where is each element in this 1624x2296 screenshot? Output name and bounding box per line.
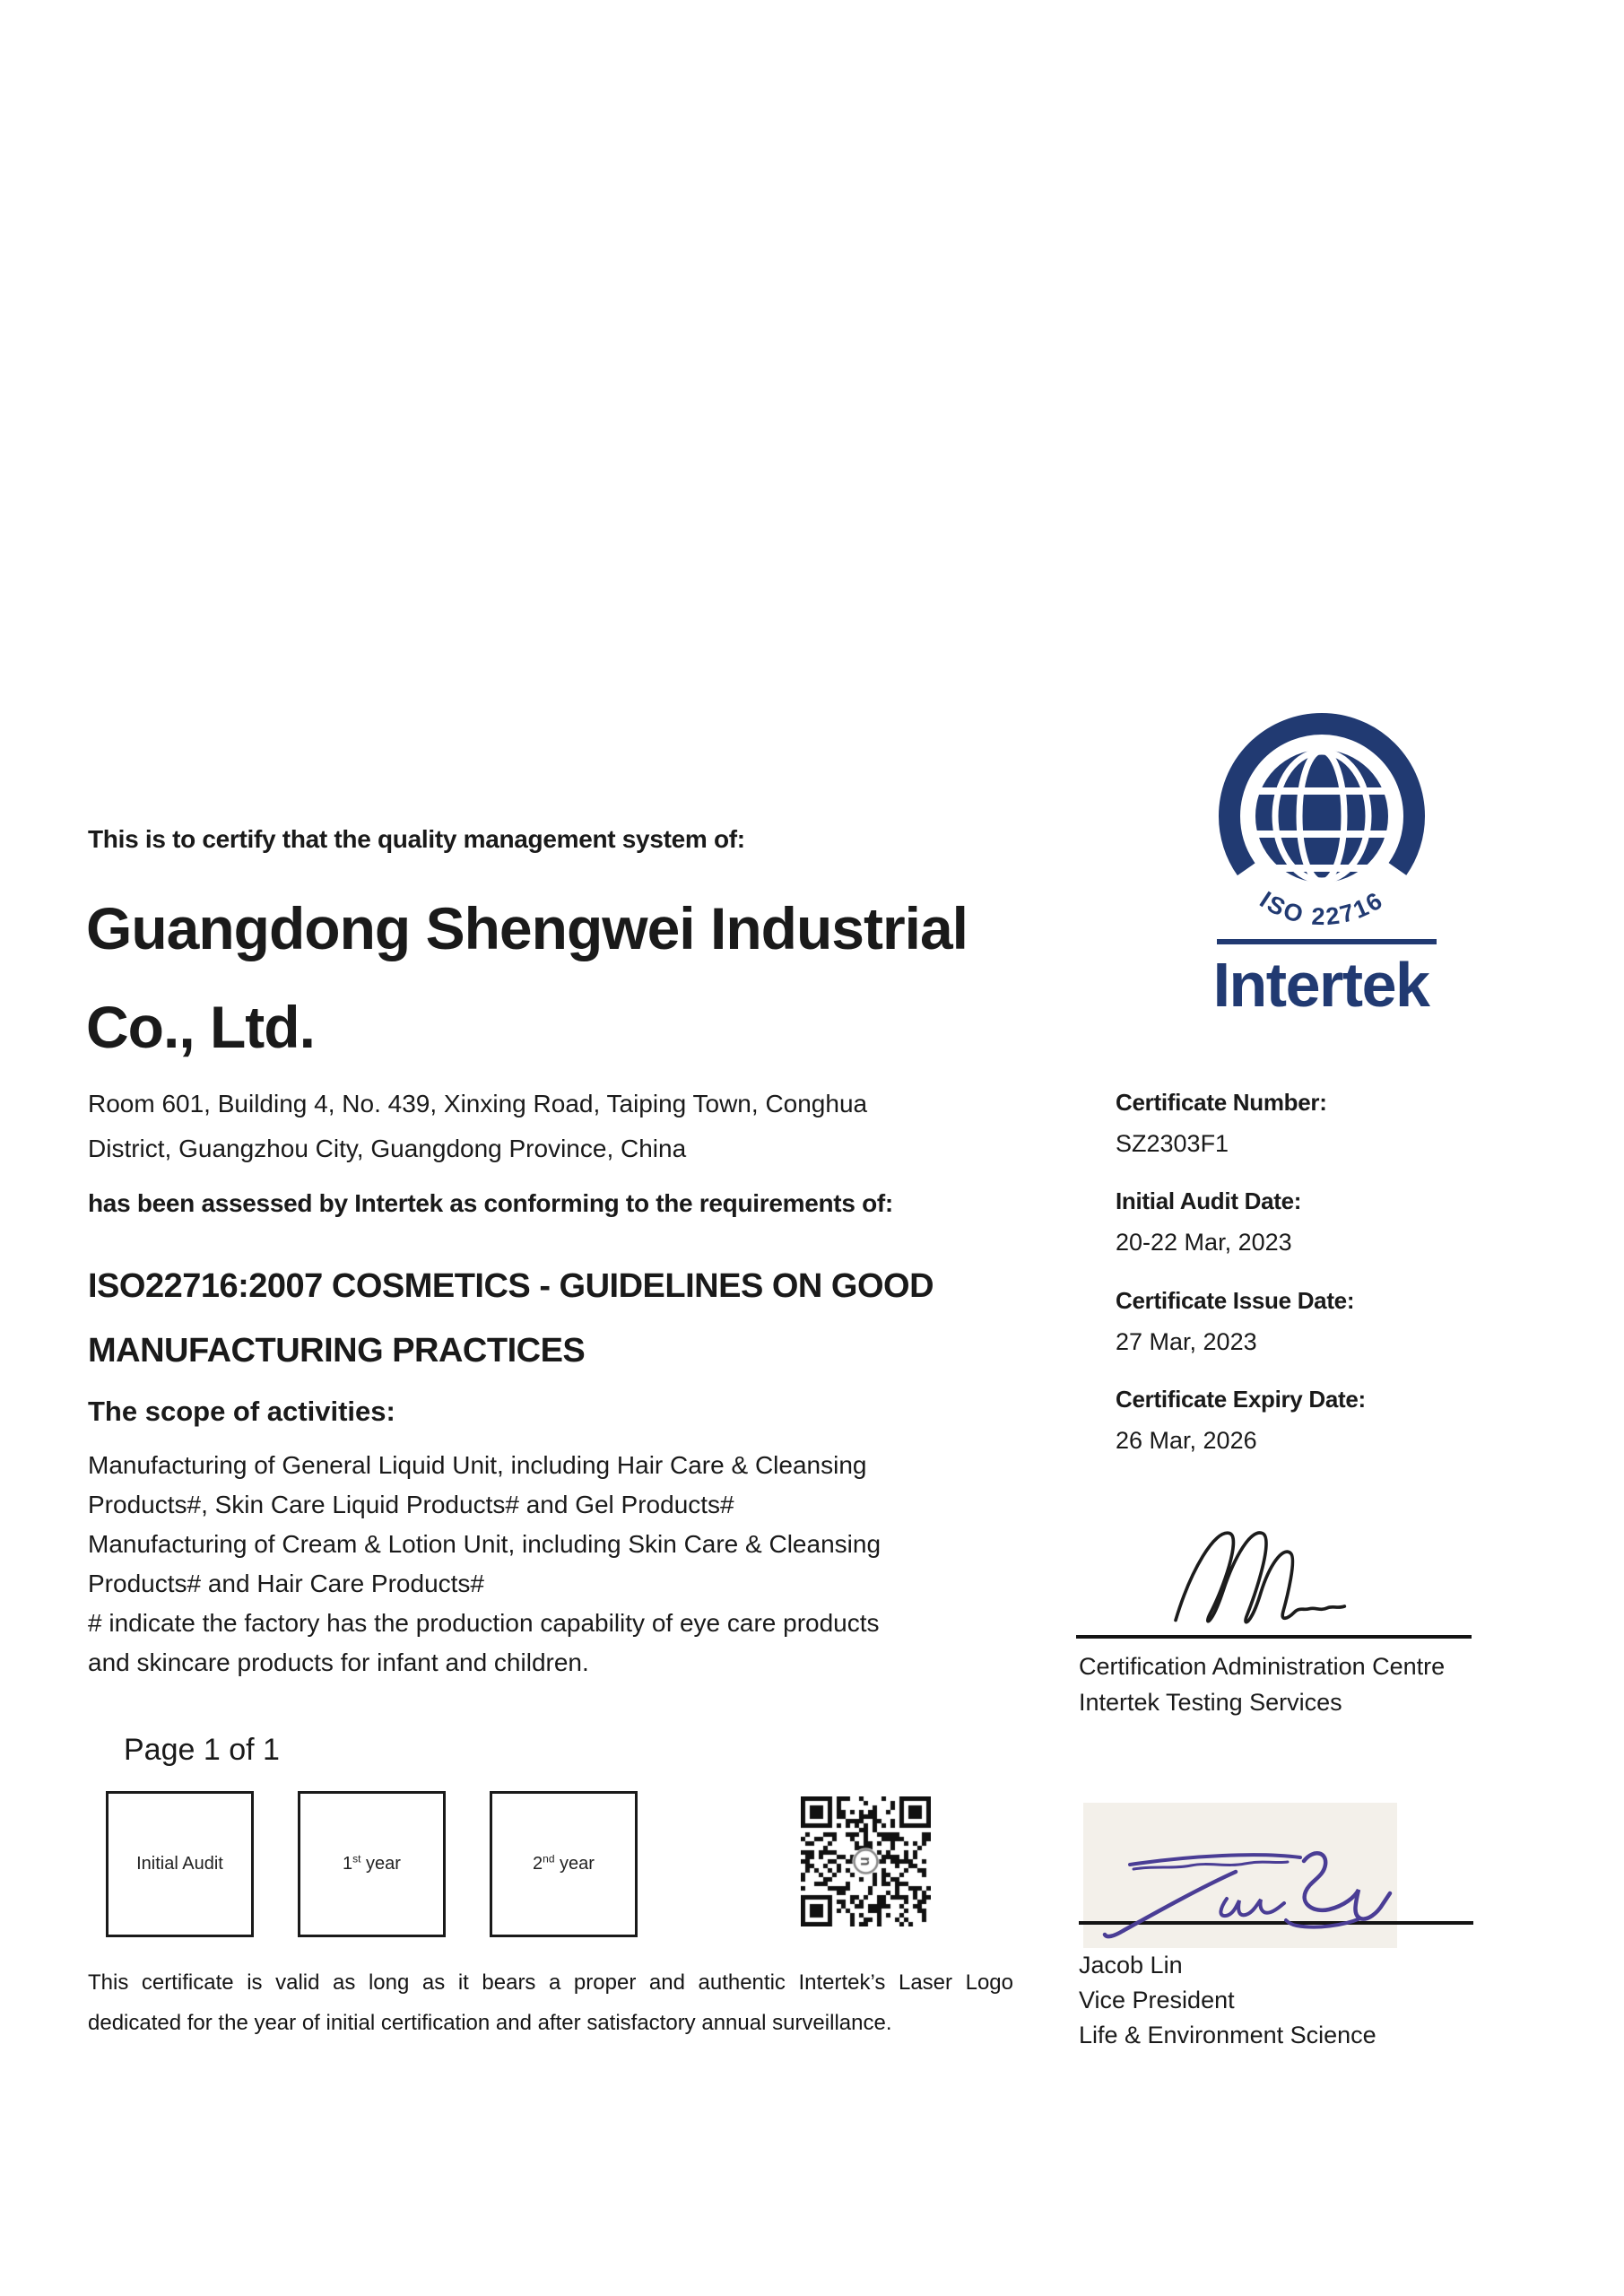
- scope-heading: The scope of activities:: [88, 1396, 395, 1427]
- address-line-2: District, Guangzhou City, Guangdong Province, China: [88, 1135, 687, 1162]
- signatory-name: Jacob Lin: [1079, 1952, 1183, 1979]
- standard-line-2: MANUFACTURING PRACTICES: [88, 1332, 586, 1370]
- detail-initial-audit-date: [1116, 1184, 1492, 1259]
- signatory-org-line-2: Intertek Testing Services: [1079, 1689, 1342, 1716]
- svg-text:ISO 22716: [1255, 886, 1389, 928]
- signatory-division: Life & Environment Science: [1079, 2022, 1376, 2048]
- scope-line: Products# and Hair Care Products#: [88, 1570, 484, 1597]
- scope-line: Manufacturing of Cream & Lotion Unit, including Skin Care & Cleansing: [88, 1530, 881, 1558]
- disclaimer: [88, 1962, 1013, 2043]
- audit-box-label: 2nd year: [533, 1852, 595, 1874]
- intertek-globe-icon: [1210, 704, 1434, 928]
- logo-rule: [1217, 939, 1437, 944]
- detail-value: 20-22 Mar, 2023: [1116, 1229, 1292, 1256]
- detail-label: Certificate Issue Date:: [1116, 1287, 1355, 1314]
- page-indicator: Page 1 of 1: [124, 1733, 280, 1767]
- standard-heading: [88, 1254, 934, 1383]
- audit-box-label: 1st year: [343, 1852, 401, 1874]
- signatory-person: [1079, 1948, 1376, 2053]
- qr-code: [801, 1796, 931, 1926]
- detail-label: Certificate Expiry Date:: [1116, 1386, 1366, 1413]
- signature-ink-2-image: [1092, 1841, 1402, 1947]
- audit-box-2nd-year: [490, 1791, 638, 1937]
- scope-line: Products#, Skin Care Liquid Products# and Gel Products#: [88, 1491, 734, 1518]
- detail-value: 27 Mar, 2023: [1116, 1328, 1257, 1355]
- scope-text: [88, 1446, 881, 1683]
- detail-label: Initial Audit Date:: [1116, 1187, 1302, 1214]
- scope-line: # indicate the factory has the production capability of eye care products: [88, 1609, 880, 1637]
- scope-line: and skincare products for infant and children.: [88, 1648, 589, 1676]
- detail-value: SZ2303F1: [1116, 1130, 1229, 1157]
- detail-expiry-date: [1116, 1382, 1492, 1457]
- assessed-line: has been assessed by Intertek as conforming to the requirements of:: [88, 1189, 893, 1217]
- address-line-1: Room 601, Building 4, No. 439, Xinxing Road, Taiping Town, Conghua: [88, 1090, 868, 1118]
- signatory-title: Vice President: [1079, 1987, 1235, 2013]
- scope-line: Manufacturing of General Liquid Unit, including Hair Care & Cleansing: [88, 1451, 867, 1479]
- certify-line: This is to certify that the quality management system of:: [88, 825, 745, 853]
- disclaimer-line-1: This certificate is valid as long as it bears a proper and authentic Intertek’s Laser Logo: [88, 1970, 1013, 1995]
- company-name: [86, 879, 968, 1076]
- signatory-org-line-1: Certification Administration Centre: [1079, 1653, 1446, 1680]
- standard-line-1: ISO22716:2007 COSMETICS - GUIDELINES ON GOOD: [88, 1267, 934, 1305]
- company-name-line-2: Co., Ltd.: [86, 994, 315, 1060]
- detail-certificate-number: [1116, 1085, 1492, 1161]
- detail-label: Certificate Number:: [1116, 1089, 1327, 1116]
- iso-arc-label: ISO 22716: [1255, 885, 1389, 928]
- audit-box-initial: [106, 1791, 254, 1937]
- company-address: [88, 1082, 867, 1171]
- company-name-line-1: Guangdong Shengwei Industrial: [86, 895, 968, 961]
- signature-rule-1: [1076, 1635, 1472, 1639]
- signatory-org: [1079, 1648, 1445, 1720]
- detail-issue-date: [1116, 1283, 1492, 1359]
- audit-box-label: Initial Audit: [136, 1854, 223, 1874]
- intertek-wordmark: Intertek: [1212, 950, 1429, 1020]
- audit-box-1st-year: [298, 1791, 446, 1937]
- signature-ink-1-image: [1159, 1520, 1364, 1635]
- detail-value: 26 Mar, 2026: [1116, 1427, 1257, 1454]
- disclaimer-line-2: dedicated for the year of initial certification and after satisfactory annual surveillance.: [88, 2011, 892, 2035]
